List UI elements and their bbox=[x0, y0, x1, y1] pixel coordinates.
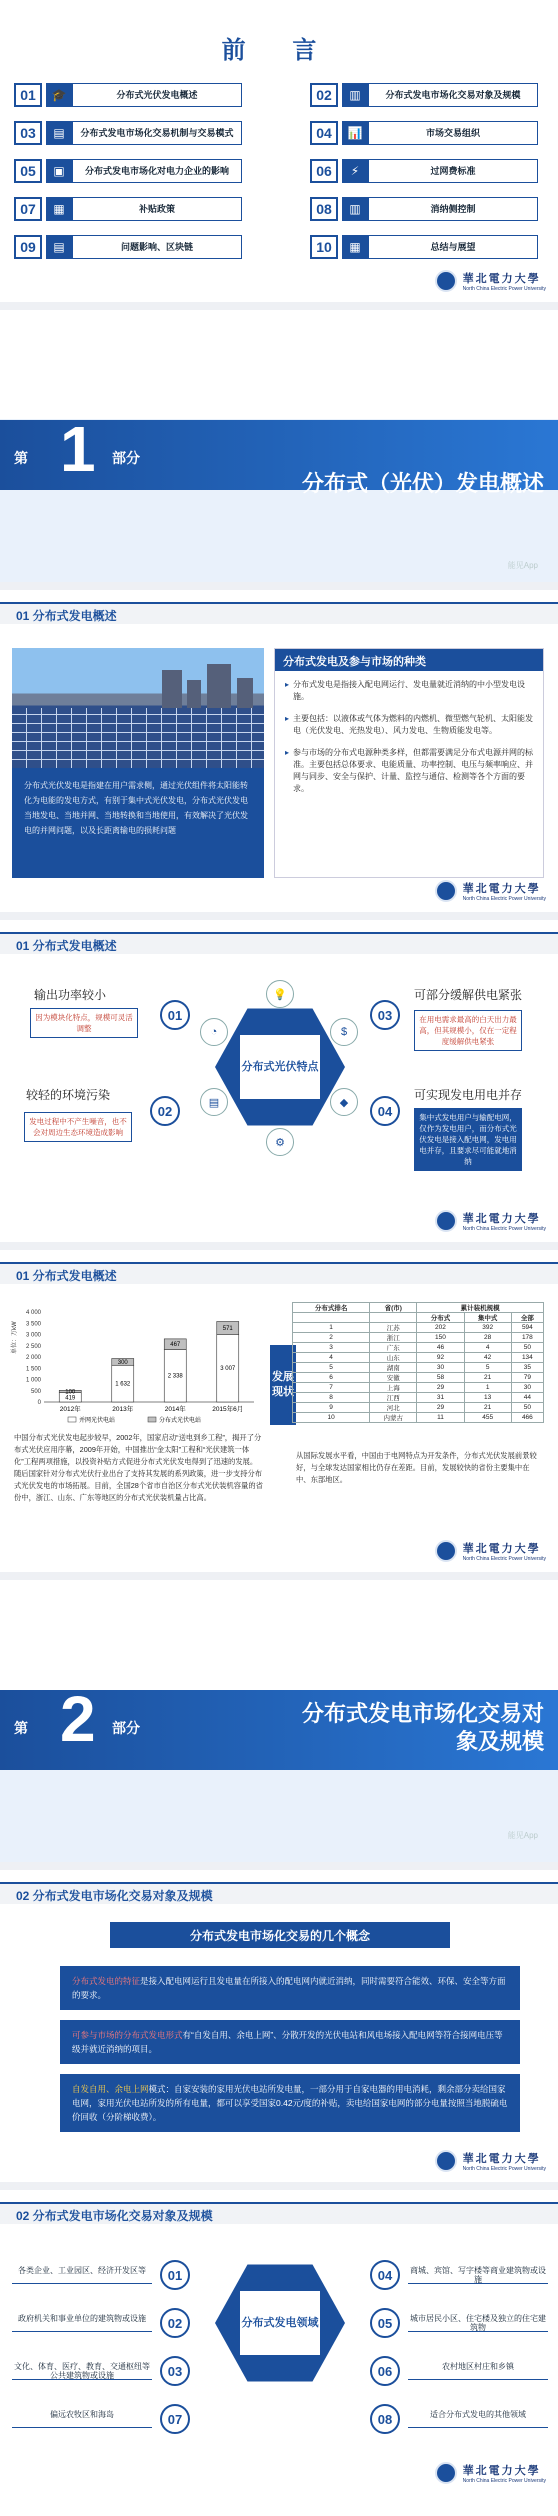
university-seal-icon bbox=[435, 270, 457, 292]
table-row bbox=[293, 1333, 544, 1343]
feature-number: 04 bbox=[370, 1096, 400, 1126]
table-caption: 累计装机规模 bbox=[417, 1303, 544, 1313]
concept-text: 模式：自家安装的家用光伏电站所发电量，一部分用于自家电器的用电消耗，剩余部分卖给国家电网，家用光伏电站所发的所有电量，都可以享受国家0.42元/度的补贴，卖电给国家电网的部分电量按照当地脱硫电价回收（分阶梯收费）。 bbox=[72, 2084, 508, 2122]
toc-label: 市场交易组织 bbox=[368, 121, 538, 145]
bar-value-label: 467 bbox=[170, 1342, 181, 1349]
table-row bbox=[293, 1373, 544, 1383]
toc-label: 过网费标准 bbox=[368, 159, 538, 183]
concept-head: 可参与市场的分布式发电形式 bbox=[72, 2030, 183, 2040]
toc-item[interactable] bbox=[310, 234, 538, 260]
logo-en: North China Electric Power University bbox=[462, 2478, 546, 2484]
y-tick-label: 1 000 bbox=[25, 1377, 41, 1384]
toc-item[interactable] bbox=[14, 234, 242, 260]
s2-concepts-slide bbox=[0, 1870, 558, 2190]
table-cell: 29 bbox=[417, 1403, 464, 1413]
table-header: 分布式排名 bbox=[293, 1303, 370, 1313]
slide-header bbox=[0, 1262, 558, 1284]
toc-label: 分布式发电市场化对电力企业的影响 bbox=[72, 159, 242, 183]
bar-value-label: 100 bbox=[65, 1389, 76, 1396]
table-cell: 21 bbox=[464, 1403, 511, 1413]
university-seal-icon bbox=[435, 2462, 457, 2484]
table-row bbox=[293, 1323, 544, 1333]
table-cell: 392 bbox=[464, 1323, 511, 1333]
s1-status-slide bbox=[0, 1250, 558, 1580]
table-cell: 10 bbox=[293, 1413, 370, 1423]
status-vertical-label: 发展现状 bbox=[270, 1345, 296, 1425]
field-number: 01 bbox=[160, 2260, 190, 2290]
pie-icon: ◔ bbox=[200, 1018, 228, 1046]
table-cell: 46 bbox=[417, 1343, 464, 1353]
table-cell: 7 bbox=[293, 1383, 370, 1393]
note-paragraph: 从国际发展水平看，中国由于电网特点为开发条件，分布式光伏发展前景较好，与全球发达国家相比仍存在差距。目前，发展较快的省份主要集中在中、东部地区。 bbox=[296, 1451, 537, 1484]
field-number: 07 bbox=[160, 2404, 190, 2434]
logo-en: North China Electric Power University bbox=[462, 2166, 546, 2172]
table-cell: 4 bbox=[464, 1343, 511, 1353]
university-logo bbox=[435, 880, 546, 902]
field-label: 偏远农牧区和海岛 bbox=[12, 2410, 152, 2428]
center-label: 分布式发电领域 bbox=[240, 2291, 320, 2355]
toc-number: 03 bbox=[14, 121, 42, 145]
x-tick-label: 2014年 bbox=[164, 1406, 186, 1413]
part-prefix: 第 bbox=[14, 450, 28, 466]
y-tick-label: 2 000 bbox=[25, 1355, 41, 1361]
table-cell: 13 bbox=[464, 1393, 511, 1403]
table-cell: 江苏 bbox=[370, 1323, 417, 1333]
field-label: 农村地区村庄和乡镇 bbox=[408, 2362, 548, 2380]
y-axis-label: 单位：万kW bbox=[12, 1321, 18, 1354]
table-cell: 湖南 bbox=[370, 1363, 417, 1373]
field-label: 城市居民小区、住宅楼及独立的住宅建筑物 bbox=[410, 2314, 546, 2332]
university-seal-icon bbox=[435, 1540, 457, 1562]
table-cell: 5 bbox=[464, 1363, 511, 1373]
university-seal-icon bbox=[435, 1210, 457, 1232]
logo-cn: 華北電力大學 bbox=[462, 882, 541, 895]
table-cell: 134 bbox=[511, 1353, 543, 1363]
feature-desc: 因为模块化特点，规模可灵活调整 bbox=[30, 1008, 138, 1038]
table-cell: 4 bbox=[293, 1353, 370, 1363]
table-header: 全部 bbox=[511, 1313, 543, 1323]
table-cell: 44 bbox=[511, 1393, 543, 1403]
university-seal-icon bbox=[435, 880, 457, 902]
capacity-table bbox=[292, 1302, 544, 1423]
toc-icon: ▦ bbox=[342, 235, 368, 259]
slide-header-title: 02 分布式发电市场化交易对象及规模 bbox=[16, 2209, 213, 2223]
y-tick-label: 3 000 bbox=[25, 1332, 41, 1339]
feature-title: 可实现发电用电并存 bbox=[414, 1088, 523, 1102]
slide-header-title: 02 分布式发电市场化交易对象及规模 bbox=[16, 1889, 213, 1903]
table-cell: 28 bbox=[464, 1333, 511, 1343]
toc-label: 消纳侧控制 bbox=[368, 197, 538, 221]
university-seal-icon bbox=[435, 2150, 457, 2172]
toc-icon: ▣ bbox=[46, 159, 72, 183]
center-label: 分布式光伏特点 bbox=[240, 1035, 320, 1099]
toc-label: 分布式发电市场化交易对象及规模 bbox=[368, 83, 538, 107]
feature-title: 可部分缓解供电紧张 bbox=[414, 988, 523, 1002]
part-title: 分布式发电市场化交易对象及规模 bbox=[301, 1701, 544, 1754]
toc-label: 分布式光伏发电概述 bbox=[72, 83, 242, 107]
toc-number: 06 bbox=[310, 159, 338, 183]
slide-header bbox=[0, 2202, 558, 2224]
feature-desc: 在用电需求最高的白天出力最高，但其规模小，仅在一定程度缓解供电紧张 bbox=[414, 1010, 522, 1051]
toc-icon: ▥ bbox=[342, 197, 368, 221]
feature-desc: 集中式发电用户与输配电网，仅作为发电用户，而分布式光伏发电是接入配电网，发电用电并存，且要求尽可能就地消纳 bbox=[414, 1108, 522, 1171]
table-cell: 8 bbox=[293, 1393, 370, 1403]
part-title: 分布式（光伏）发电概述 bbox=[301, 471, 544, 496]
field-number: 03 bbox=[160, 2356, 190, 2386]
table-cell: 79 bbox=[511, 1373, 543, 1383]
table-cell: 58 bbox=[417, 1373, 464, 1383]
table-row bbox=[293, 1343, 544, 1353]
field-number: 05 bbox=[370, 2308, 400, 2338]
table-cell: 29 bbox=[417, 1383, 464, 1393]
logo-cn: 華北電力大學 bbox=[462, 2152, 541, 2165]
table-cell: 河北 bbox=[370, 1403, 417, 1413]
field-label: 商城、宾馆、写字楼等商业建筑物或设施 bbox=[410, 2266, 546, 2284]
part2-band bbox=[0, 1683, 558, 1770]
table-cell: 1 bbox=[293, 1323, 370, 1333]
toc-number: 08 bbox=[310, 197, 338, 221]
types-card-title: 分布式发电及参与市场的种类 bbox=[275, 649, 543, 671]
toc-number: 07 bbox=[14, 197, 42, 221]
ruler-icon: ◆ bbox=[330, 1088, 358, 1116]
slide-header-title: 01 分布式发电概述 bbox=[16, 1269, 117, 1283]
gear-icon: ⚙ bbox=[266, 1128, 294, 1156]
table-row bbox=[293, 1363, 544, 1373]
part-suffix: 部分 bbox=[112, 1720, 140, 1736]
table-cell: 5 bbox=[293, 1363, 370, 1373]
logo-en: North China Electric Power University bbox=[462, 896, 546, 902]
table-header: 分布式 bbox=[417, 1313, 464, 1323]
toc-number: 09 bbox=[14, 235, 42, 259]
part-number: 2 bbox=[60, 1683, 96, 1755]
toc-number: 02 bbox=[310, 83, 338, 107]
toc-item[interactable] bbox=[14, 120, 242, 146]
table-cell: 3 bbox=[293, 1343, 370, 1353]
feature-number: 01 bbox=[160, 1000, 190, 1030]
y-tick-label: 1 500 bbox=[25, 1366, 41, 1373]
field-number: 02 bbox=[160, 2308, 190, 2338]
chart-icon: ▤ bbox=[200, 1088, 228, 1116]
field-number: 08 bbox=[370, 2404, 400, 2434]
toc-item[interactable] bbox=[14, 158, 242, 184]
s1-features-slide bbox=[0, 920, 558, 1250]
part2-cover bbox=[0, 1580, 558, 1870]
table-cell: 50 bbox=[511, 1403, 543, 1413]
toc-label: 问题影响、区块链 bbox=[72, 235, 242, 259]
logo-cn: 華北電力大學 bbox=[462, 1212, 541, 1225]
slide-header bbox=[0, 1882, 558, 1904]
legend-swatch bbox=[148, 1417, 156, 1422]
university-logo bbox=[435, 2150, 546, 2172]
toc-number: 10 bbox=[310, 235, 338, 259]
toc-item[interactable] bbox=[310, 120, 538, 146]
table-cell: 455 bbox=[464, 1413, 511, 1423]
toc-icon: 🎓 bbox=[46, 83, 72, 107]
logo-cn: 華北電力大學 bbox=[462, 272, 541, 285]
table-cell: 11 bbox=[417, 1413, 464, 1423]
slide-header bbox=[0, 932, 558, 954]
y-tick-label: 2 500 bbox=[25, 1343, 41, 1350]
table-row bbox=[293, 1403, 544, 1413]
toc-icon: ▤ bbox=[46, 235, 72, 259]
table-header: 集中式 bbox=[464, 1313, 511, 1323]
table-cell: 6 bbox=[293, 1373, 370, 1383]
table-cell: 江西 bbox=[370, 1393, 417, 1403]
table-cell: 202 bbox=[417, 1323, 464, 1333]
concept-text: 是接入配电网运行且发电量在所接入的配电网内就近消纳，同时需要符合能效、环保、安全等方面的要求。 bbox=[72, 1976, 506, 2000]
feature-title: 输出功率较小 bbox=[34, 988, 107, 1002]
table-cell: 30 bbox=[511, 1383, 543, 1393]
logo-en: North China Electric Power University bbox=[462, 1226, 546, 1232]
toc-label: 总结与展望 bbox=[368, 235, 538, 259]
toc-item[interactable] bbox=[14, 196, 242, 222]
table-cell: 92 bbox=[417, 1353, 464, 1363]
table-cell: 1 bbox=[464, 1383, 511, 1393]
table-cell: 广东 bbox=[370, 1343, 417, 1353]
table-row bbox=[293, 1413, 544, 1423]
toc-number: 04 bbox=[310, 121, 338, 145]
field-label: 各类企业、工业园区、经济开发区等 bbox=[12, 2266, 152, 2284]
toc-number: 01 bbox=[14, 83, 42, 107]
concept-2 bbox=[60, 2020, 520, 2064]
field-label: 适合分布式发电的其他领域 bbox=[408, 2410, 548, 2428]
coin-icon: $ bbox=[330, 1018, 358, 1046]
s1-overview-slide bbox=[0, 590, 558, 920]
university-logo bbox=[435, 270, 546, 292]
table-cell: 50 bbox=[511, 1343, 543, 1353]
feature-title: 较轻的环境污染 bbox=[26, 1088, 111, 1102]
feature-desc: 发电过程中不产生噪音，也不会对周边生态环境造成影响 bbox=[24, 1112, 132, 1142]
table-cell: 30 bbox=[417, 1363, 464, 1373]
part-prefix: 第 bbox=[14, 1720, 28, 1736]
x-tick-label: 2012年 bbox=[59, 1406, 81, 1413]
y-tick-label: 4 000 bbox=[25, 1310, 41, 1316]
y-tick-label: 500 bbox=[30, 1388, 41, 1395]
slide-header bbox=[0, 602, 558, 624]
table-cell: 178 bbox=[511, 1333, 543, 1343]
table-cell: 466 bbox=[511, 1413, 543, 1423]
bar-value-label: 2 338 bbox=[167, 1373, 183, 1380]
university-logo bbox=[435, 2462, 546, 2484]
concept-1 bbox=[60, 1966, 520, 2010]
logo-cn: 華北電力大學 bbox=[462, 2464, 541, 2477]
y-tick-label: 0 bbox=[37, 1400, 41, 1406]
lightbulb-icon: 💡 bbox=[266, 980, 294, 1008]
table-cell: 安徽 bbox=[370, 1373, 417, 1383]
table-cell: 山东 bbox=[370, 1353, 417, 1363]
concept-head: 分布式发电的特征 bbox=[72, 1976, 141, 1986]
table-cell: 21 bbox=[464, 1373, 511, 1383]
table-cell: 上海 bbox=[370, 1383, 417, 1393]
watermark: 能见App bbox=[507, 1831, 538, 1840]
logo-en: North China Electric Power University bbox=[462, 286, 546, 292]
concept-text: 有“自发自用、余电上网”、分散开发的光伏电站和风电场接入配电网等符合接网电压等级并就近消纳的项目。 bbox=[72, 2030, 503, 2054]
toc-item[interactable] bbox=[310, 158, 538, 184]
bar-value-label: 571 bbox=[222, 1325, 233, 1332]
table-cell: 42 bbox=[464, 1353, 511, 1363]
table-cell: 9 bbox=[293, 1403, 370, 1413]
slide-header-title: 01 分布式发电概述 bbox=[16, 939, 117, 953]
concept-3 bbox=[60, 2074, 520, 2132]
bar-value-label: 1 632 bbox=[115, 1381, 131, 1388]
toc-icon: ▥ bbox=[342, 83, 368, 107]
table-row bbox=[293, 1383, 544, 1393]
university-logo bbox=[435, 1210, 546, 1232]
bar-value-label: 419 bbox=[65, 1395, 76, 1402]
concept-head: 自发自用、余电上网 bbox=[72, 2084, 149, 2094]
toc-item[interactable] bbox=[310, 196, 538, 222]
table-row bbox=[293, 1353, 544, 1363]
toc-label: 分布式发电市场化交易机制与交易模式 bbox=[72, 121, 242, 145]
toc-icon: ⚡ bbox=[342, 159, 368, 183]
bar-value-label: 3 007 bbox=[220, 1366, 236, 1373]
field-label: 政府机关和事业单位的建筑物或设施 bbox=[12, 2314, 152, 2332]
toc-item[interactable] bbox=[310, 82, 538, 108]
field-number: 06 bbox=[370, 2356, 400, 2386]
toc-label: 补贴政策 bbox=[72, 197, 242, 221]
table-cell: 150 bbox=[417, 1333, 464, 1343]
field-number: 04 bbox=[370, 2260, 400, 2290]
bar-value-label: 300 bbox=[117, 1359, 128, 1366]
toc-item[interactable] bbox=[14, 82, 242, 108]
watermark: 能见App bbox=[507, 561, 538, 570]
toc-title: 前 言 bbox=[221, 37, 337, 64]
x-tick-label: 2013年 bbox=[112, 1406, 134, 1413]
x-tick-label: 2015年6月 bbox=[212, 1406, 244, 1413]
table-row bbox=[293, 1393, 544, 1403]
table-cell: 31 bbox=[417, 1393, 464, 1403]
table-cell: 内蒙古 bbox=[370, 1413, 417, 1423]
part1-band bbox=[0, 413, 558, 496]
s2-fields-slide bbox=[0, 2190, 558, 2490]
slide-header-title: 01 分布式发电概述 bbox=[16, 609, 117, 623]
legend-swatch bbox=[68, 1417, 76, 1422]
toc-slide bbox=[0, 0, 558, 310]
table-cell: 35 bbox=[511, 1363, 543, 1373]
toc-icon: ▦ bbox=[46, 197, 72, 221]
legend-label: 并网光伏电站 bbox=[79, 1418, 116, 1424]
field-label: 文化、体育、医疗、教育、交通枢纽等公共建筑物或设施 bbox=[14, 2362, 150, 2380]
table-cell: 2 bbox=[293, 1333, 370, 1343]
university-logo bbox=[435, 1540, 546, 1562]
feature-number: 03 bbox=[370, 1000, 400, 1030]
part1-cover bbox=[0, 310, 558, 590]
table-header: 省(市) bbox=[370, 1303, 417, 1313]
bullet: ▸ 分布式发电是指接入配电网运行、发电量就近消纳的中小型发电设施。 bbox=[285, 679, 533, 703]
part-suffix: 部分 bbox=[112, 450, 140, 466]
bullet: ▸ 主要包括：以液体或气体为燃料的内燃机、微型燃气轮机、太阳能发电（光伏发电、光热发电）、风力发电、生物质能发电等。 bbox=[285, 713, 533, 737]
toc-icon: 📊 bbox=[342, 121, 368, 145]
toc-icon: ▤ bbox=[46, 121, 72, 145]
bullet: ▸ 参与市场的分布式电源种类多样，但都需要满足分布式电源并网的标准。主要包括总体要求、电能质量、功率控制、电压与频率响应、并网与同步、安全与保护、计量、监控与通信、检测等各个方面的要求。 bbox=[285, 747, 533, 795]
capacity-bar-chart bbox=[8, 1294, 278, 1429]
table-cell: 浙江 bbox=[370, 1333, 417, 1343]
y-tick-label: 3 500 bbox=[25, 1321, 41, 1328]
solar-panel-photo bbox=[12, 648, 264, 768]
types-card bbox=[274, 648, 544, 878]
feature-number: 02 bbox=[150, 1096, 180, 1126]
logo-cn: 華北電力大學 bbox=[462, 1542, 541, 1555]
table-cell: 594 bbox=[511, 1323, 543, 1333]
legend-label: 分布式光伏电站 bbox=[159, 1418, 202, 1424]
concepts-title: 分布式发电市场化交易的几个概念 bbox=[110, 1922, 450, 1948]
part-number: 1 bbox=[60, 413, 96, 485]
toc-number: 05 bbox=[14, 159, 42, 183]
definition-paragraph: 分布式光伏发电是指建在用户需求侧，通过光伏组件将太阳能转化为电能的发电方式，有别于集中式光伏发电，分布式光伏发电当地发电、当地并网、当地转换和当地使用，有效解决了光伏发电的并网问题，以及长距离输电的损耗问题 bbox=[12, 768, 264, 878]
chart-paragraph: 中国分布式光伏发电起步较早，2002年，国家启动“送电到乡工程”，揭开了分布式光伏应用序幕，2009年开始，中国推出“金太阳”工程和“光伏建筑一体化”工程两项措施，以投资补贴方式促进分布式光伏发电得到了迅速的发展。随后国家针对分布式光伏行业出台了支持其发展的系列政策，进一步支持分布式光伏发电的市场拓展。目前，全国28个省市自治区分布式光伏装机容量的省份中，浙江、山东、广东等地区的分布式光伏装机量占比高。 bbox=[14, 1433, 263, 1502]
logo-en: North China Electric Power University bbox=[462, 1556, 546, 1562]
